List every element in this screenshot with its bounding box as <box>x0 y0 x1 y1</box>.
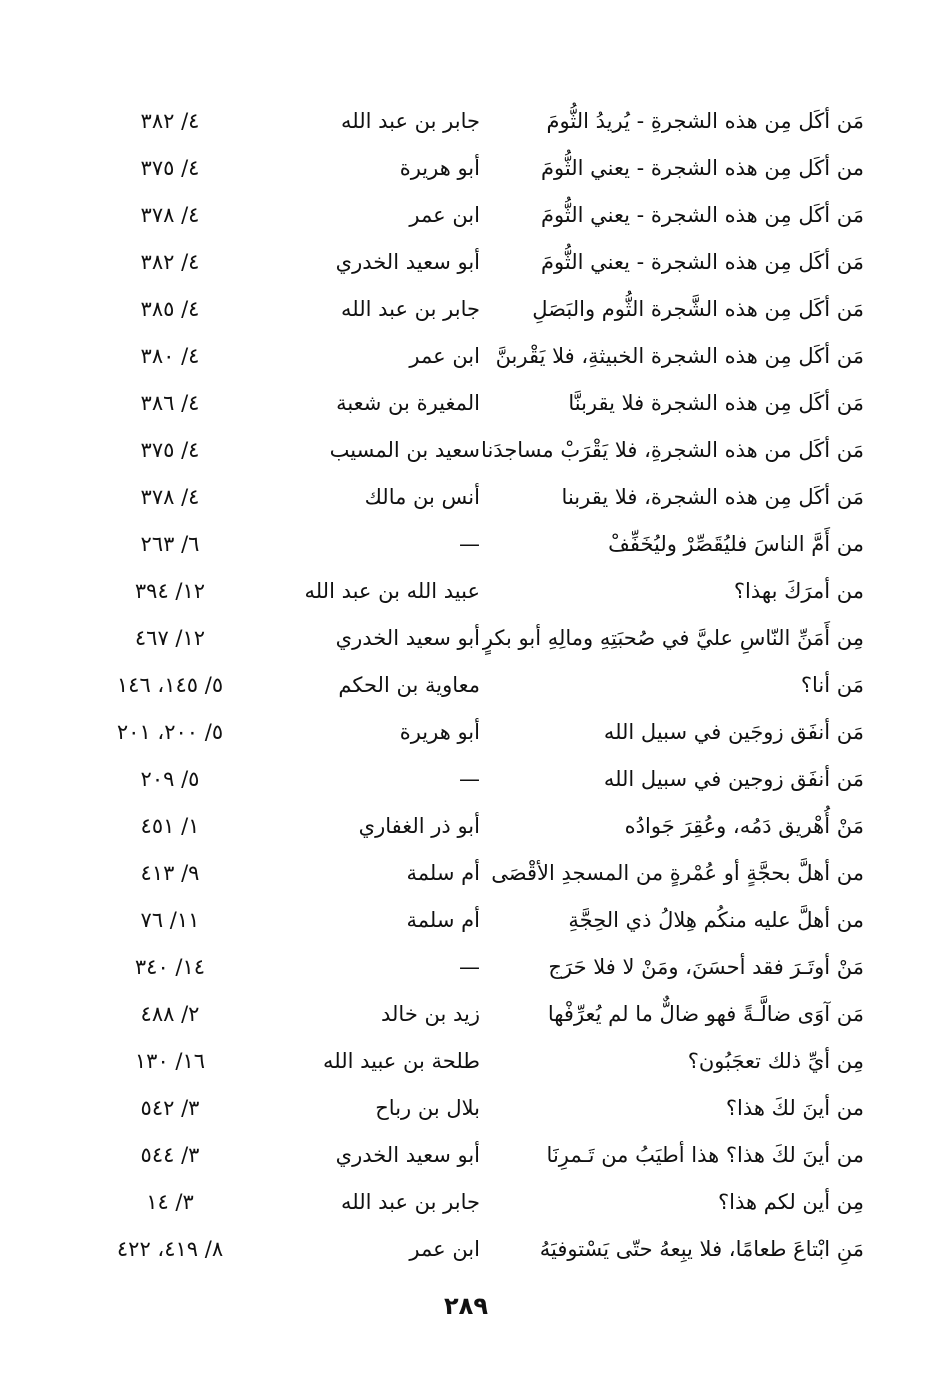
volume-page-reference: ٣/ ٥٤٢ <box>140 1096 200 1120</box>
hadith-text: مَنْ أُهْريق دَمُه، وعُقِرَ جَوادُه <box>624 814 864 838</box>
volume-page-reference: ٤/ ٣٧٨ <box>140 485 200 509</box>
index-row <box>100 474 880 521</box>
index-row <box>100 568 880 615</box>
hadith-text: من أمرَكَ بهذا؟ <box>733 579 864 603</box>
index-row <box>100 1226 880 1273</box>
narrator-name: أم سلمة <box>406 908 480 932</box>
narrator-name: أبو ذر الغفاري <box>358 814 480 838</box>
narrator-name: جابر بن عبد الله <box>340 109 480 133</box>
volume-page-reference: ١/ ٤٥١ <box>140 814 200 838</box>
volume-page-reference: ٤/ ٣٨٠ <box>140 344 200 368</box>
volume-page-reference: ٥/ ٢٠٩ <box>140 767 200 791</box>
narrator-name: عبيد الله بن عبد الله <box>304 579 480 603</box>
narrator-name: جابر بن عبد الله <box>340 1190 480 1214</box>
volume-page-reference: ٩/ ٤١٣ <box>140 861 200 885</box>
hadith-text: مِن أيِّ ذلك تعجَبُون؟ <box>687 1049 864 1073</box>
index-row <box>100 944 880 991</box>
hadith-text: مَن أنفَق زوجين في سبيل الله <box>603 767 864 791</box>
hadith-text: من أهلَّ عليه منكُم هِلالُ ذي الحِجَّةِ <box>568 908 864 932</box>
hadith-index-table <box>100 98 880 1273</box>
hadith-text: مِن أين لكم هذا؟ <box>718 1190 864 1214</box>
hadith-text: من أكَل مِن هذه الشجرة - يعني الثُّومَ <box>541 156 864 180</box>
hadith-text: مِن أَمَنِّ النّاسِ عليَّ في صُحبَتِهِ ومالِهِ أبو بكرٍ <box>482 626 864 650</box>
hadith-text: مَن أكَل مِن هذه الشجرةِ - يُريدُ الثُّومَ <box>546 109 864 133</box>
narrator-name: بلال بن رباح <box>375 1096 480 1120</box>
index-row <box>100 333 880 380</box>
index-row <box>100 615 880 662</box>
index-row <box>100 1038 880 1085</box>
volume-page-reference: ٨/ ٤١٩، ٤٢٢ <box>116 1237 224 1261</box>
volume-page-reference: ٦/ ٢٦٣ <box>140 532 200 556</box>
narrator-name: أبو سعيد الخدري <box>335 626 480 650</box>
hadith-text: مَن أكَل مِن هذه الشجرة، فلا يقربنا <box>561 485 864 509</box>
volume-page-reference: ١١/ ٧٦ <box>140 908 200 932</box>
index-row <box>100 709 880 756</box>
index-row <box>100 1085 880 1132</box>
hadith-text: مَنْ أوتَـرَ فقد أحسَنَ، ومَنْ لا فلا حَرَج <box>548 955 864 979</box>
index-row <box>100 239 880 286</box>
narrator-name: أبو هريرة <box>399 156 480 180</box>
index-row <box>100 803 880 850</box>
narrator-name: أبو هريرة <box>399 720 480 744</box>
narrator-name: أم سلمة <box>406 861 480 885</box>
volume-page-reference: ٤/ ٣٧٨ <box>140 203 200 227</box>
page-number: ٢٨٩ <box>444 1292 488 1320</box>
index-row <box>100 662 880 709</box>
index-row <box>100 850 880 897</box>
volume-page-reference: ٤/ ٣٨٥ <box>140 297 200 321</box>
hadith-text: مَن أكَل مِن هذه الشجرة الخبيثةِ، فلا يَقْربنَّ <box>495 344 864 368</box>
narrator-name: أنس بن مالك <box>364 485 480 509</box>
volume-page-reference: ١٦/ ١٣٠ <box>134 1049 206 1073</box>
hadith-text: مَن أنا؟ <box>800 673 864 697</box>
index-row <box>100 1132 880 1179</box>
narrator-name: زيد بن خالد <box>381 1002 480 1026</box>
volume-page-reference: ٣/ ١٤ <box>146 1190 194 1214</box>
hadith-text: مَن أنفَق زوجَين في سبيل الله <box>603 720 864 744</box>
hadith-text: مَن أكَل مِن هذه الشجرة - يعني الثُّومَ <box>541 250 864 274</box>
narrator-name: أبو سعيد الخدري <box>335 1143 480 1167</box>
hadith-text: مَن أكَل من هذه الشجرةِ، فلا يَقْرَبْ مساجدَنا <box>481 438 864 462</box>
volume-page-reference: ٤/ ٣٨٦ <box>140 391 200 415</box>
index-row <box>100 98 880 145</box>
index-row <box>100 897 880 944</box>
index-row <box>100 1179 880 1226</box>
hadith-text: من أينَ لكَ هذا؟ <box>725 1096 864 1120</box>
index-row <box>100 521 880 568</box>
volume-page-reference: ٤/ ٣٧٥ <box>140 438 200 462</box>
narrator-name: أبو سعيد الخدري <box>335 250 480 274</box>
index-row <box>100 380 880 427</box>
narrator-name: ابن عمر <box>409 203 480 227</box>
narrator-name: طلحة بن عبيد الله <box>322 1049 480 1073</box>
narrator-name: المغيرة بن شعبة <box>336 391 480 415</box>
hadith-text: مَن أكَل مِن هذه الشَّجرة الثُّوم والبَصَلِ <box>532 297 864 321</box>
hadith-text: مَن آوَى ضالَّـةً فهو ضالٌّ ما لم يُعرِّفْها <box>547 1002 864 1026</box>
index-row <box>100 427 880 474</box>
index-row <box>100 145 880 192</box>
hadith-text: من أهلَّ بحجَّةٍ أو عُمْرةٍ من المسجدِ الأقْصَى <box>491 861 864 885</box>
index-row <box>100 192 880 239</box>
volume-page-reference: ٢/ ٤٨٨ <box>140 1002 200 1026</box>
volume-page-reference: ٥/ ١٤٥، ١٤٦ <box>116 673 224 697</box>
volume-page-reference: ٣/ ٥٤٤ <box>140 1143 200 1167</box>
volume-page-reference: ٤/ ٣٨٢ <box>140 250 200 274</box>
narrator-name: ابن عمر <box>409 1237 480 1261</box>
narrator-name: جابر بن عبد الله <box>340 297 480 321</box>
hadith-text: مَنِ ابْتاعَ طعامًا، فلا يبِعهُ حتّى يَسْتوفيَهُ <box>539 1237 864 1261</box>
narrator-name: — <box>459 532 480 556</box>
volume-page-reference: ١٢/ ٣٩٤ <box>134 579 206 603</box>
narrator-name: معاوية بن الحكم <box>338 673 480 697</box>
volume-page-reference: ٥/ ٢٠٠، ٢٠١ <box>116 720 224 744</box>
narrator-name: — <box>459 955 480 979</box>
volume-page-reference: ٤/ ٣٨٢ <box>140 109 200 133</box>
volume-page-reference: ١٢/ ٤٦٧ <box>134 626 206 650</box>
index-row <box>100 991 880 1038</box>
narrator-name: ابن عمر <box>409 344 480 368</box>
hadith-text: من أَمَّ الناسَ فليُقَصِّرْ وليُخَفِّفْ <box>608 532 864 556</box>
hadith-text: مَن أكَل مِن هذه الشجرة - يعني الثُّومَ <box>541 203 864 227</box>
narrator-name: — <box>459 767 480 791</box>
index-row <box>100 286 880 333</box>
volume-page-reference: ١٤/ ٣٤٠ <box>134 955 206 979</box>
hadith-text: من أينَ لكَ هذا؟ هذا أطيَبُ من تَـمرِنَا <box>546 1143 864 1167</box>
narrator-name: سعيد بن المسيب <box>329 438 480 462</box>
index-row <box>100 756 880 803</box>
hadith-text: مَن أكَل مِن هذه الشجرة فلا يقربنَّا <box>568 391 864 415</box>
volume-page-reference: ٤/ ٣٧٥ <box>140 156 200 180</box>
